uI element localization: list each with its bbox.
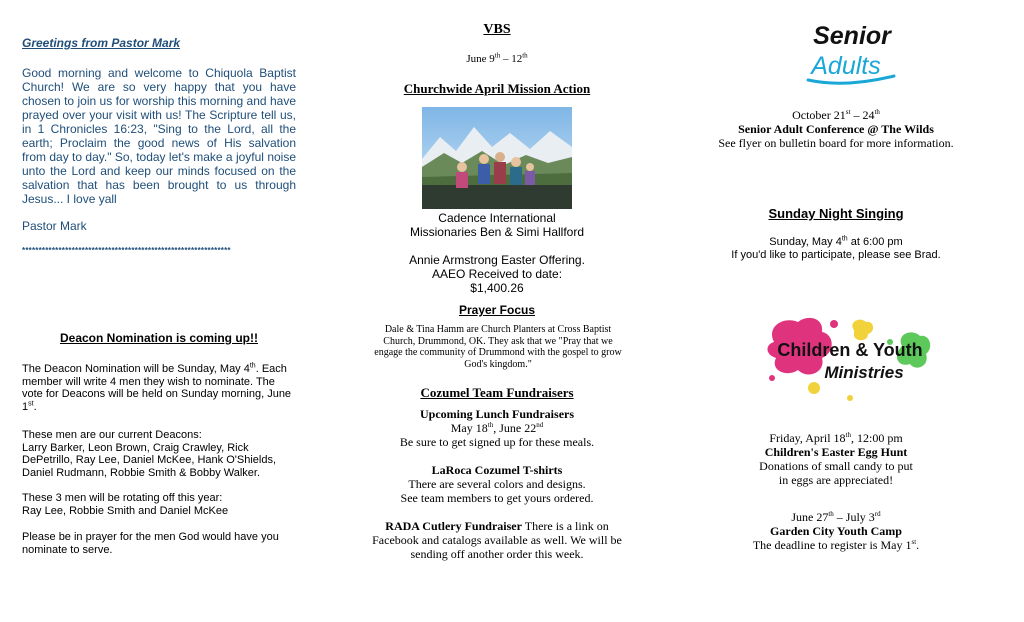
tshirt-fundraiser: LaRoca Cozumel T-shirts There are several colors and designs. See team members to get yours ordered. xyxy=(400,463,594,505)
star-divider: *************************************************************** xyxy=(22,246,231,255)
children-youth-ministries-logo xyxy=(764,312,936,404)
current-deacons: These men are our current Deacons: Larry Barker, Leon Brown, Craig Crawley, Rick DePetrillo, Ray Lee, Daniel McKee, Hank O'Shields, Daniel Rudmann, Robbie Smith & Bobby Walker. xyxy=(22,429,276,479)
easter-offering: Annie Armstrong Easter Offering. AAEO Received to date: $1,400.26 xyxy=(409,253,585,295)
lunch-fundraisers: Upcoming Lunch Fundraisers May 18th, June 22nd Be sure to get signed up for these meals. xyxy=(399,407,595,449)
pastor-signature: Pastor Mark xyxy=(22,219,87,233)
mission-organization: Cadence International Missionaries Ben & Simi Hallford xyxy=(409,211,585,239)
prayer-focus-title: Prayer Focus xyxy=(458,303,536,317)
sunday-singing-details: Sunday, May 4th at 6:00 pm If you'd like to participate, please see Brad. xyxy=(731,235,941,261)
deacon-nomination-details: The Deacon Nomination will be Sunday, May 4th. Each member will write 4 men they wish to nominate. The vote for Deacons will be held on Sunday morning, June 1st. xyxy=(22,362,292,413)
prayer-request: Please be in prayer for the men God would have you nominate to serve. xyxy=(22,531,279,556)
vbs-date: June 9th – 12th xyxy=(466,51,528,65)
greeting-body: Good morning and welcome to Chiquola Baptist Church! We are so very happy that you have chosen to join us for worship this morning and have prayed over your visit with us! The Scripture tell us, in 1 Chronicles 16:23, "Sing to the Lord, all the earth; Proclaim the good news of His salvation from day to day." So, today let's make a joyful noise unto the Lord and keep our minds focused on the salvation that has been brought to us through Jesus... I love yall xyxy=(22,66,296,206)
svg-text:Children & Youth: Children & Youth xyxy=(777,340,923,360)
cutlery-fundraiser: RADA Cutlery Fundraiser There is a link on Facebook and catalogs available as well. We will be sending off another order this week. xyxy=(372,519,622,561)
svg-text:Senior: Senior xyxy=(813,22,891,50)
senior-conference: October 21st – 24th Senior Adult Conference @ The Wilds See flyer on bulletin board for more information. xyxy=(718,108,954,150)
prayer-focus-body: Dale & Tina Hamm are Church Planters at Cross Baptist Church, Drummond, OK. They ask that we "Pray that we engage the community of Drummond with the gospel to grow God's kingdom." xyxy=(374,324,622,370)
svg-text:Adults: Adults xyxy=(811,52,881,80)
rotating-deacons: These 3 men will be rotating off this year: Ray Lee, Robbie Smith and Daniel McKee xyxy=(22,492,229,517)
senior-adults-logo xyxy=(794,18,904,90)
deacon-nomination-title: Deacon Nomination is coming up!! xyxy=(59,331,258,345)
greeting-title: Greetings from Pastor Mark xyxy=(22,36,181,50)
easter-egg-hunt: Friday, April 18th, 12:00 pm Children's Easter Egg Hunt Donations of small candy to put in eggs are appreciated! xyxy=(759,431,913,487)
svg-text:Ministries: Ministries xyxy=(824,363,904,382)
mission-action-title: Churchwide April Mission Action xyxy=(403,81,591,96)
cozumel-fundraisers-title: Cozumel Team Fundraisers xyxy=(420,385,574,400)
youth-camp: June 27th – July 3rd Garden City Youth Camp The deadline to register is May 1st. xyxy=(752,510,920,552)
missionary-family-photo xyxy=(422,107,572,209)
vbs-title: VBS xyxy=(483,22,511,37)
sunday-singing-title: Sunday Night Singing xyxy=(768,206,904,221)
